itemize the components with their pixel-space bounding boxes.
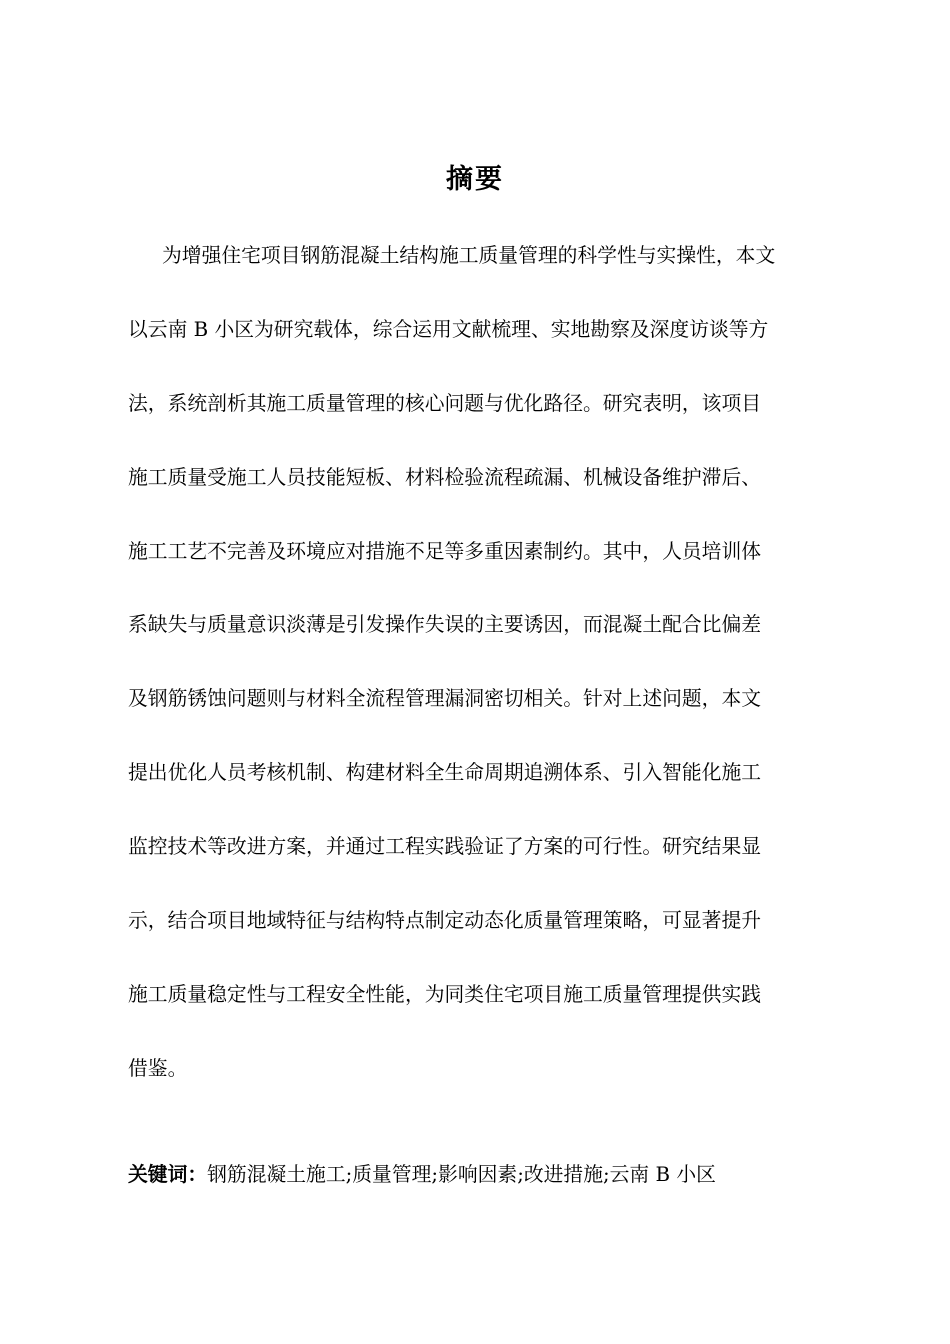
abstract-line: 示，结合项目地域特征与结构特点制定动态化质量管理策略，可显著提升 xyxy=(128,909,762,933)
abstract-body xyxy=(128,236,858,1123)
abstract-line: 施工工艺不完善及环境应对措施不足等多重因素制约。其中，人员培训体 xyxy=(128,539,762,563)
abstract-line: 以云南 B 小区为研究载体，综合运用文献梳理、实地勘察及深度访谈等方 xyxy=(128,317,769,341)
abstract-line: 及钢筋锈蚀问题则与材料全流程管理漏洞密切相关。针对上述问题，本文 xyxy=(128,687,762,711)
abstract-line: 为增强住宅项目钢筋混凝土结构施工质量管理的科学性与实操性，本文 xyxy=(162,244,776,267)
abstract-line: 施工质量受施工人员技能短板、材料检验流程疏漏、机械设备维护滞后、 xyxy=(128,465,762,489)
abstract-line: 系缺失与质量意识淡薄是引发操作失误的主要诱因，而混凝土配合比偏差 xyxy=(128,613,762,637)
abstract-line: 法，系统剖析其施工质量管理的核心问题与优化路径。研究表明，该项目 xyxy=(128,391,762,415)
abstract-line: 借鉴。 xyxy=(128,1056,188,1080)
keywords-label: 关键词： xyxy=(128,1163,208,1186)
abstract-line: 监控技术等改进方案，并通过工程实践验证了方案的可行性。研究结果显 xyxy=(128,835,762,859)
abstract-line: 施工质量稳定性与工程安全性能，为同类住宅项目施工质量管理提供实践 xyxy=(128,982,762,1006)
keywords-line xyxy=(128,1155,858,1195)
keywords-text: 钢筋混凝土施工;质量管理;影响因素;改进措施;云南 B 小区 xyxy=(207,1163,716,1186)
abstract-line: 提出优化人员考核机制、构建材料全生命周期追溯体系、引入智能化施工 xyxy=(128,761,762,785)
abstract-title: 摘要 xyxy=(446,164,504,195)
